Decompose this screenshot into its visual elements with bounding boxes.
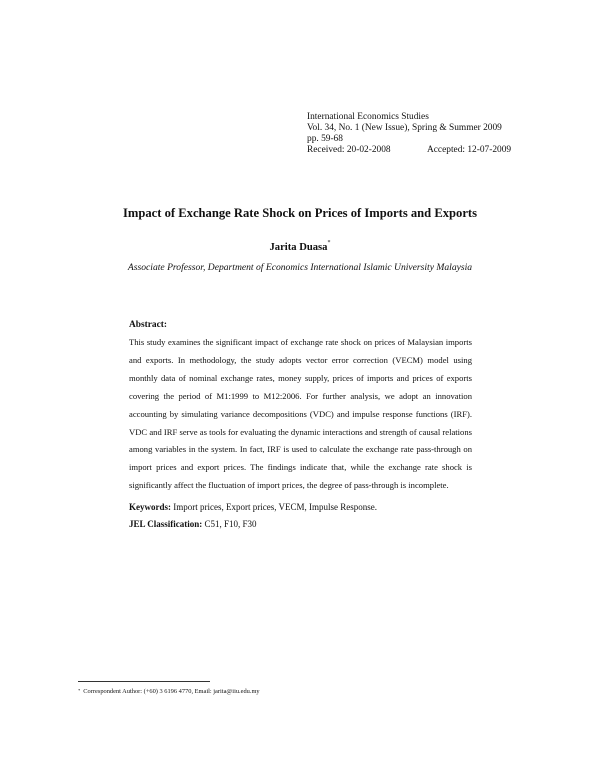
journal-pages: pp. 59-68 <box>307 134 343 144</box>
footnote <box>78 688 260 695</box>
abstract-heading: Abstract: <box>129 320 168 330</box>
jel-line <box>129 519 257 529</box>
accepted-date: Accepted: 12-07-2009 <box>427 145 512 155</box>
footnote-text: Correspondent Author: (+60) 3 6196 4770, Email: jarita@iiu.edu.my <box>83 688 260 695</box>
author-affiliation: Associate Professor, Department of Economics International Islamic University Malaysia <box>127 262 473 273</box>
footnote-divider <box>78 681 210 682</box>
author-footnote-mark: * <box>327 240 331 246</box>
author-name: Jarita Duasa <box>269 242 328 253</box>
keywords-label: Keywords: <box>129 502 171 512</box>
keywords-line <box>129 502 377 512</box>
paper-title: Impact of Exchange Rate Shock on Prices of Imports and Exports <box>122 206 478 220</box>
author-line <box>0 242 600 253</box>
abstract-text: This study examines the significant impact of exchange rate shock on prices of Malaysian imports and exports. In methodology, the study adopts vector error correction (VECM) model using monthly data of nominal exchange rates, money supply, prices of imports and prices of exports covering the period of M1:1999 to M12:2006. For further analysis, we adopt an innovation accounting by simulating variance decompositions (VDC) and impulse response functions (IRF). VDC and IRF serve as tools for evaluating the dynamic interactions and strength of causal relations among variables in the system. In fact, IRF is used to calculate the exchange rate pass-through on import prices and export prices. The findings indicate that, while the exchange rate shock is significantly affect the fluctuation of import prices, the degree of pass-through is incomplete. <box>129 337 472 491</box>
journal-dates <box>307 145 522 156</box>
journal-volume: Vol. 34, No. 1 (New Issue), Spring & Summer 2009 <box>307 123 502 133</box>
received-date: Received: 20-02-2008 <box>307 145 391 155</box>
footnote-mark: * <box>78 688 81 693</box>
keywords-value: Import prices, Export prices, VECM, Impulse Response. <box>171 502 378 512</box>
journal-info <box>307 112 522 156</box>
jel-label: JEL Classification: <box>129 519 203 529</box>
journal-name: International Economics Studies <box>307 112 429 122</box>
jel-value: C51, F10, F30 <box>202 519 257 529</box>
